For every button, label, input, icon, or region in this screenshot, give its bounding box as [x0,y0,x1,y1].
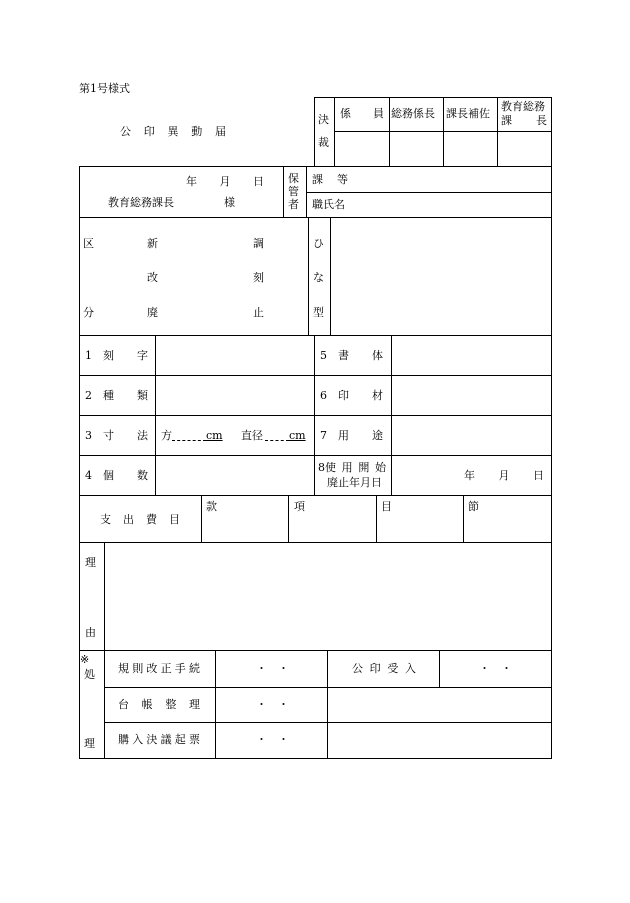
item-1-num: 1 [85,349,92,362]
item-7-label: 用 途 [338,429,383,442]
expense-label: 支 出 費 目 [100,513,180,526]
category-option-new[interactable]: 新 [147,237,158,250]
size-diameter-unit: cm [289,429,306,442]
approval-header-manager-1: 教育総務 [501,100,545,113]
item-5-field[interactable] [392,336,551,374]
title-char: 届 [215,125,226,138]
keeper-label: 保 管 者 [288,172,299,211]
category-option-abolish[interactable]: 廃 [147,306,158,319]
processing-row-2-date[interactable]: ・ ・ [256,698,289,711]
header-honorific: 様 [224,196,235,209]
item-1-field[interactable] [156,336,313,374]
item-4-num: 4 [85,469,92,482]
approval-header-manager-2: 課 長 [501,114,547,127]
processing-mark: ※ [80,653,90,666]
approval-header-staff: 係 員 [340,107,384,120]
item-2-field[interactable] [156,376,313,414]
expense-col-kou: 項 [294,500,305,513]
processing-row-3-label: 購 入 決 議 起 票 [118,733,200,746]
document-title [120,126,226,137]
item-4-field[interactable] [156,456,313,495]
processing-label-2: 理 [84,737,95,750]
dept-label: 課 等 [312,173,348,186]
title-char: 動 [191,125,203,138]
approval-header-chief: 総務係長 [391,107,435,120]
category-label-1: 区 [83,237,94,250]
item-7-num: 7 [320,429,327,442]
expense-col-moku: 目 [381,500,392,513]
category-label-2: 分 [83,306,94,319]
size-square-label: 方 [161,429,172,442]
item-5-label: 書 体 [338,349,383,362]
model-label-3: 型 [313,306,324,319]
model-imprint-area[interactable] [331,218,551,335]
item-6-num: 6 [320,389,327,402]
processing-label-1: 処 [84,668,95,681]
item-8-label-1: 8使 用 開 始 [318,461,386,474]
approval-label-2: 裁 [318,136,329,149]
name-label: 職氏名 [312,198,345,211]
item-2-num: 2 [85,389,92,402]
title-char: 異 [167,125,179,138]
form-number: 第1号様式 [79,82,130,95]
approval-box [314,97,552,167]
approval-header-deputy: 課長補佐 [446,107,490,120]
expense-col-kan: 款 [206,500,217,513]
item-3-num: 3 [85,429,92,442]
item-8-date: 年 月 日 [464,469,544,482]
item-8-label-2: 廃止年月日 [327,476,382,489]
approval-stamp-chief[interactable] [390,132,442,166]
category-option-modify[interactable]: 改 [147,271,158,284]
name-field[interactable] [352,193,551,217]
size-diameter-field[interactable] [265,440,289,441]
item-1-label: 刻 字 [103,349,148,362]
processing-row-1-label: 規 則 改 正 手 続 [118,662,200,675]
approval-stamp-deputy[interactable] [444,132,496,166]
processing-row-1-date[interactable]: ・ ・ [256,662,289,675]
reason-label-2: 由 [85,626,96,639]
approval-label-1: 決 [318,113,329,126]
header-date: 年 月 日 [186,175,264,188]
size-square-unit: cm [206,429,223,442]
size-diameter-label: 直径 [241,429,263,442]
seal-receipt-label: 公 印 受 入 [352,662,416,675]
item-4-label: 個 数 [103,469,148,482]
processing-row-2-label: 台 帳 整 理 [118,698,200,711]
category-option-new-2[interactable]: 調 [253,237,264,250]
model-label-1: ひ [313,237,324,250]
processing-row-3-date[interactable]: ・ ・ [256,733,289,746]
item-6-label: 印 材 [338,389,383,402]
item-5-num: 5 [320,349,327,362]
item-6-field[interactable] [392,376,551,414]
item-3-label: 寸 法 [103,429,148,442]
model-label-2: な [313,271,324,284]
title-char: 公 [120,125,131,138]
category-option-abolish-2[interactable]: 止 [253,306,264,319]
dept-field[interactable] [352,167,551,192]
expense-col-setsu: 節 [468,500,479,513]
item-7-field[interactable] [392,416,551,454]
category-option-modify-2[interactable]: 刻 [253,271,264,284]
approval-stamp-manager[interactable] [498,132,551,166]
title-char: 印 [143,125,155,138]
header-addressee: 教育総務課長 [108,196,174,209]
reason-label-1: 理 [85,556,96,569]
approval-stamp-staff[interactable] [335,132,388,166]
item-2-label: 種 類 [103,389,148,402]
reason-field[interactable] [105,543,551,650]
size-square-field[interactable] [172,440,206,441]
seal-receipt-date[interactable]: ・ ・ [479,662,512,675]
